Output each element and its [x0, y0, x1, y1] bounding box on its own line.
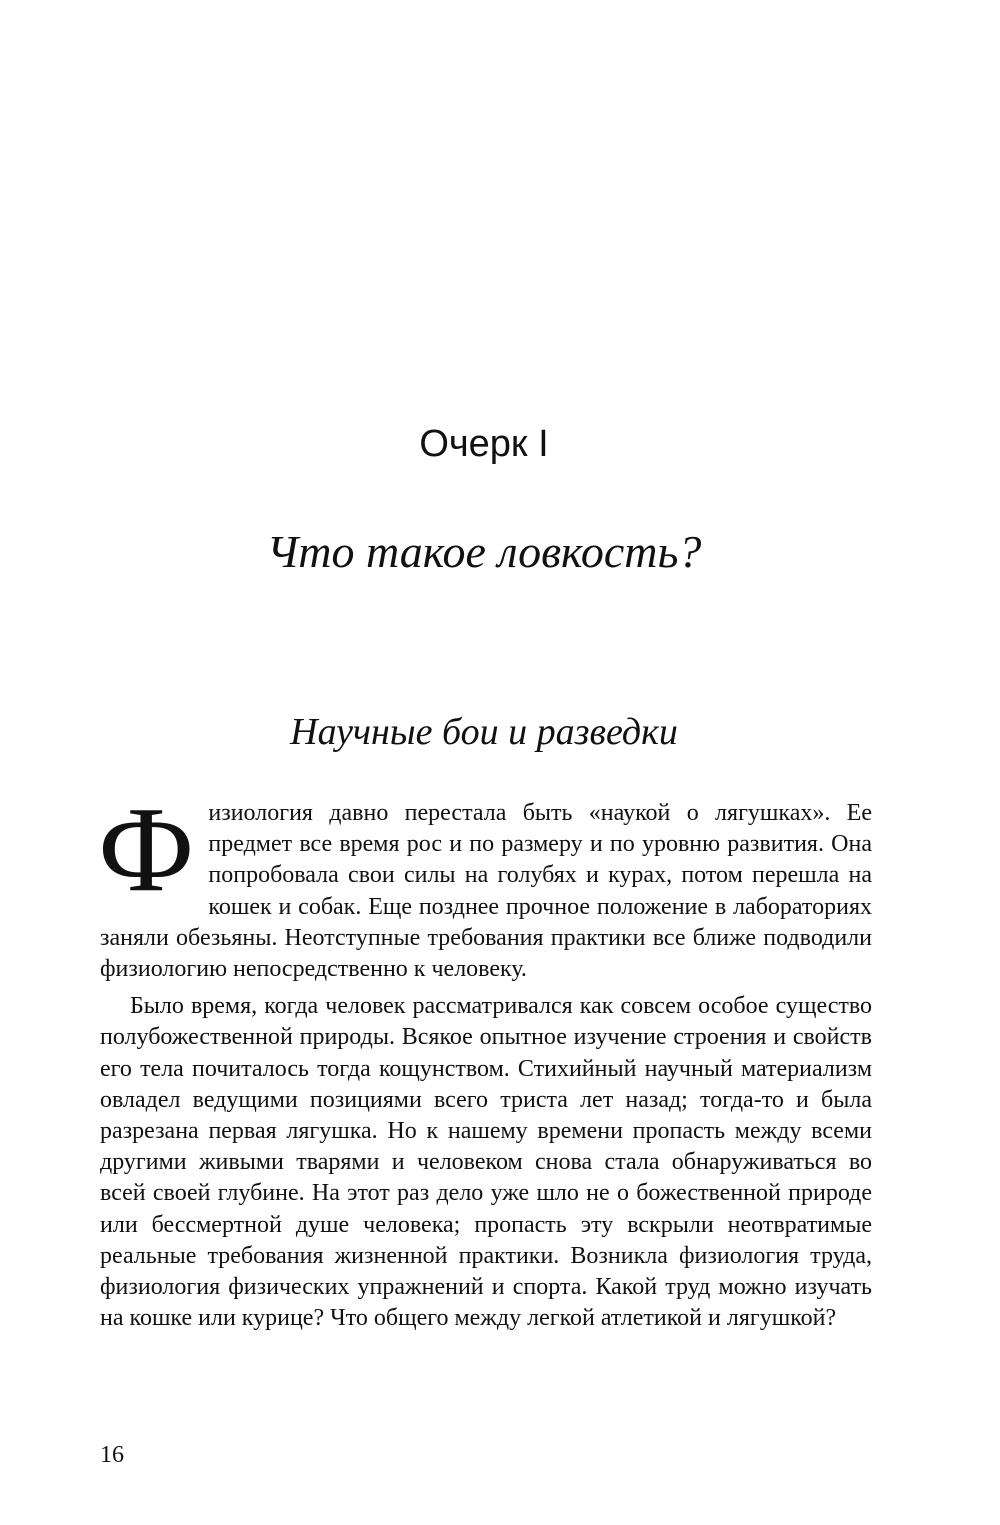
body-text: [98, 782, 872, 1334]
paragraph-1: [98, 782, 872, 985]
drop-cap: Ф: [98, 782, 195, 917]
paragraph-1-text: изиология давно перестала быть «наукой о лягушках». Ее предмет все время рос и по размеру и по уровню развития. Она попробовала свои силы на голубях и курах, потом перешла на кошек и собак. Еще позднее прочное положение в лабораториях заняли обезьяны. Неотступные требования практики все ближе подводили физиологию непосредственно к человеку.: [100, 800, 872, 983]
paragraph-2: Было время, когда человек рассматривался как совсем особое существо полубожественной природы. Всякое опытное изучение строения и свойств его тела почиталось тогда кощунством. Стихийный научный материализм овладел ведущими позициями всего триста лет назад; тогда-то и была разрезана первая лягушка. Но к нашему времени пропасть между всеми другими живыми тварями и человеком снова стала обнаруживаться во всей своей глубине. На этот раз дело уже шло не о божественной природе или бессмертной душе человека; пропасть эту вскрыли неотвратимые реальные требования жизненной практики. Возникла физиология труда, физиология физических упражнений и спорта. Какой труд можно изучать на кошке или курице? Что общего между легкой атлетикой и лягушкой?: [100, 993, 872, 1332]
chapter-title: Что такое ловкость?: [266, 526, 702, 577]
section-title: Научные бои и разведки: [290, 711, 678, 753]
page-number: 16: [100, 1442, 124, 1468]
chapter-label: Очерк I: [419, 423, 549, 465]
